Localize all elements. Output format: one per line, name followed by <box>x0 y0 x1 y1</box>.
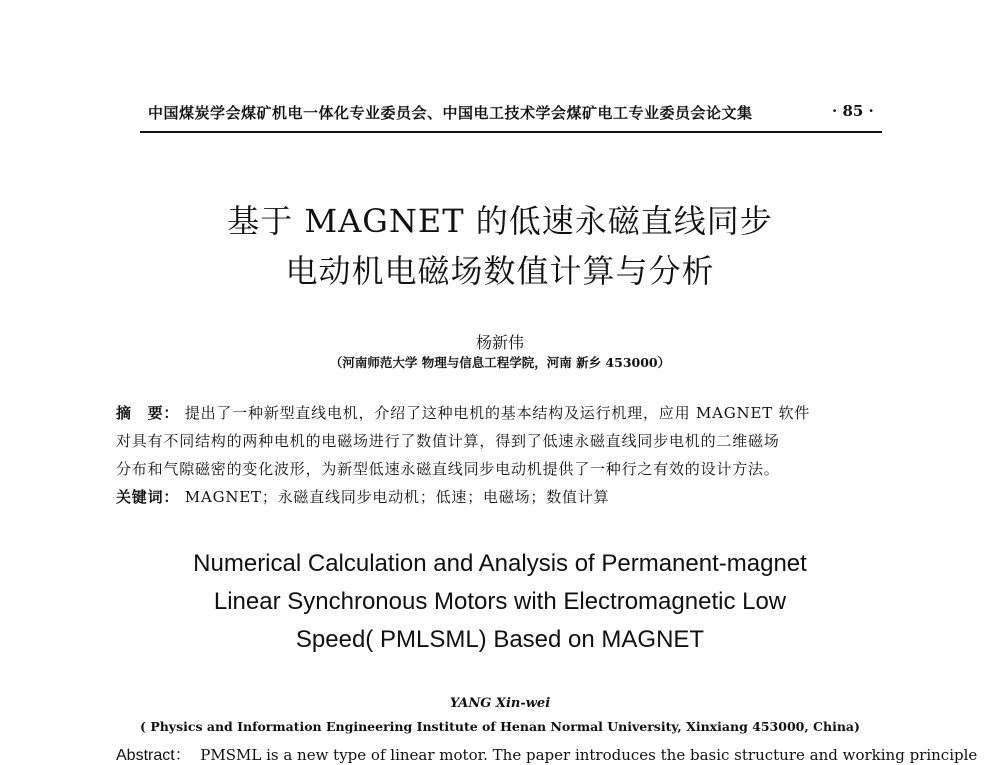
title-cn-line-2: 电动机电磁场数值计算与分析 <box>285 252 715 290</box>
title-en-line-1: Numerical Calculation and Analysis of Permanent-magnet <box>193 550 807 577</box>
abstract-cn-line-2: 对具有不同结构的两种电机的电磁场进行了数值计算，得到了低速永磁直线同步电机的二维磁场 <box>116 432 780 450</box>
keywords-cn-label: 关键词： <box>116 488 180 506</box>
affiliation-en: ( Physics and Information Engineering Institute of Henan Normal University, Xinxiang 453000, China) <box>140 719 860 734</box>
abstract-en-text: PMSML is a new type of linear motor. The paper introduces the basic structure and working principle <box>200 746 978 764</box>
abstract-cn-label: 摘 要： <box>116 404 180 422</box>
keywords-cn <box>116 486 609 507</box>
keywords-cn-text: MAGNET；永磁直线同步电动机；低速；电磁场；数值计算 <box>184 488 610 506</box>
title-en-line-3: Speed( PMLSML) Based on MAGNET <box>295 626 705 653</box>
abstract-cn-line-1 <box>116 402 810 423</box>
title-en-line-2: Linear Synchronous Motors with Electromagnetic Low <box>213 588 787 615</box>
affiliation-cn: （河南师范大学 物理与信息工程学院，河南 新乡 453000） <box>329 355 671 370</box>
abstract-cn-text: 提出了一种新型直线电机，介绍了这种电机的基本结构及运行机理，应用 MAGNET 软件 <box>184 404 811 422</box>
abstract-en-label: Abstract： <box>116 747 191 764</box>
page-number: · 85 · <box>832 102 874 120</box>
abstract-cn-line-3: 分布和气隙磁密的变化波形，为新型低速永磁直线同步电动机提供了一种行之有效的设计方法。 <box>116 460 780 478</box>
title-cn-line-1: 基于 MAGNET 的低速永磁直线同步 <box>227 202 773 240</box>
author-cn: 杨新伟 <box>475 333 524 352</box>
author-en: YANG Xin-wei <box>449 696 551 711</box>
header-rule <box>140 131 882 133</box>
running-header: 中国煤炭学会煤矿机电一体化专业委员会、中国电工技术学会煤矿电工专业委员会论文集 <box>148 104 753 122</box>
abstract-en <box>116 742 977 765</box>
